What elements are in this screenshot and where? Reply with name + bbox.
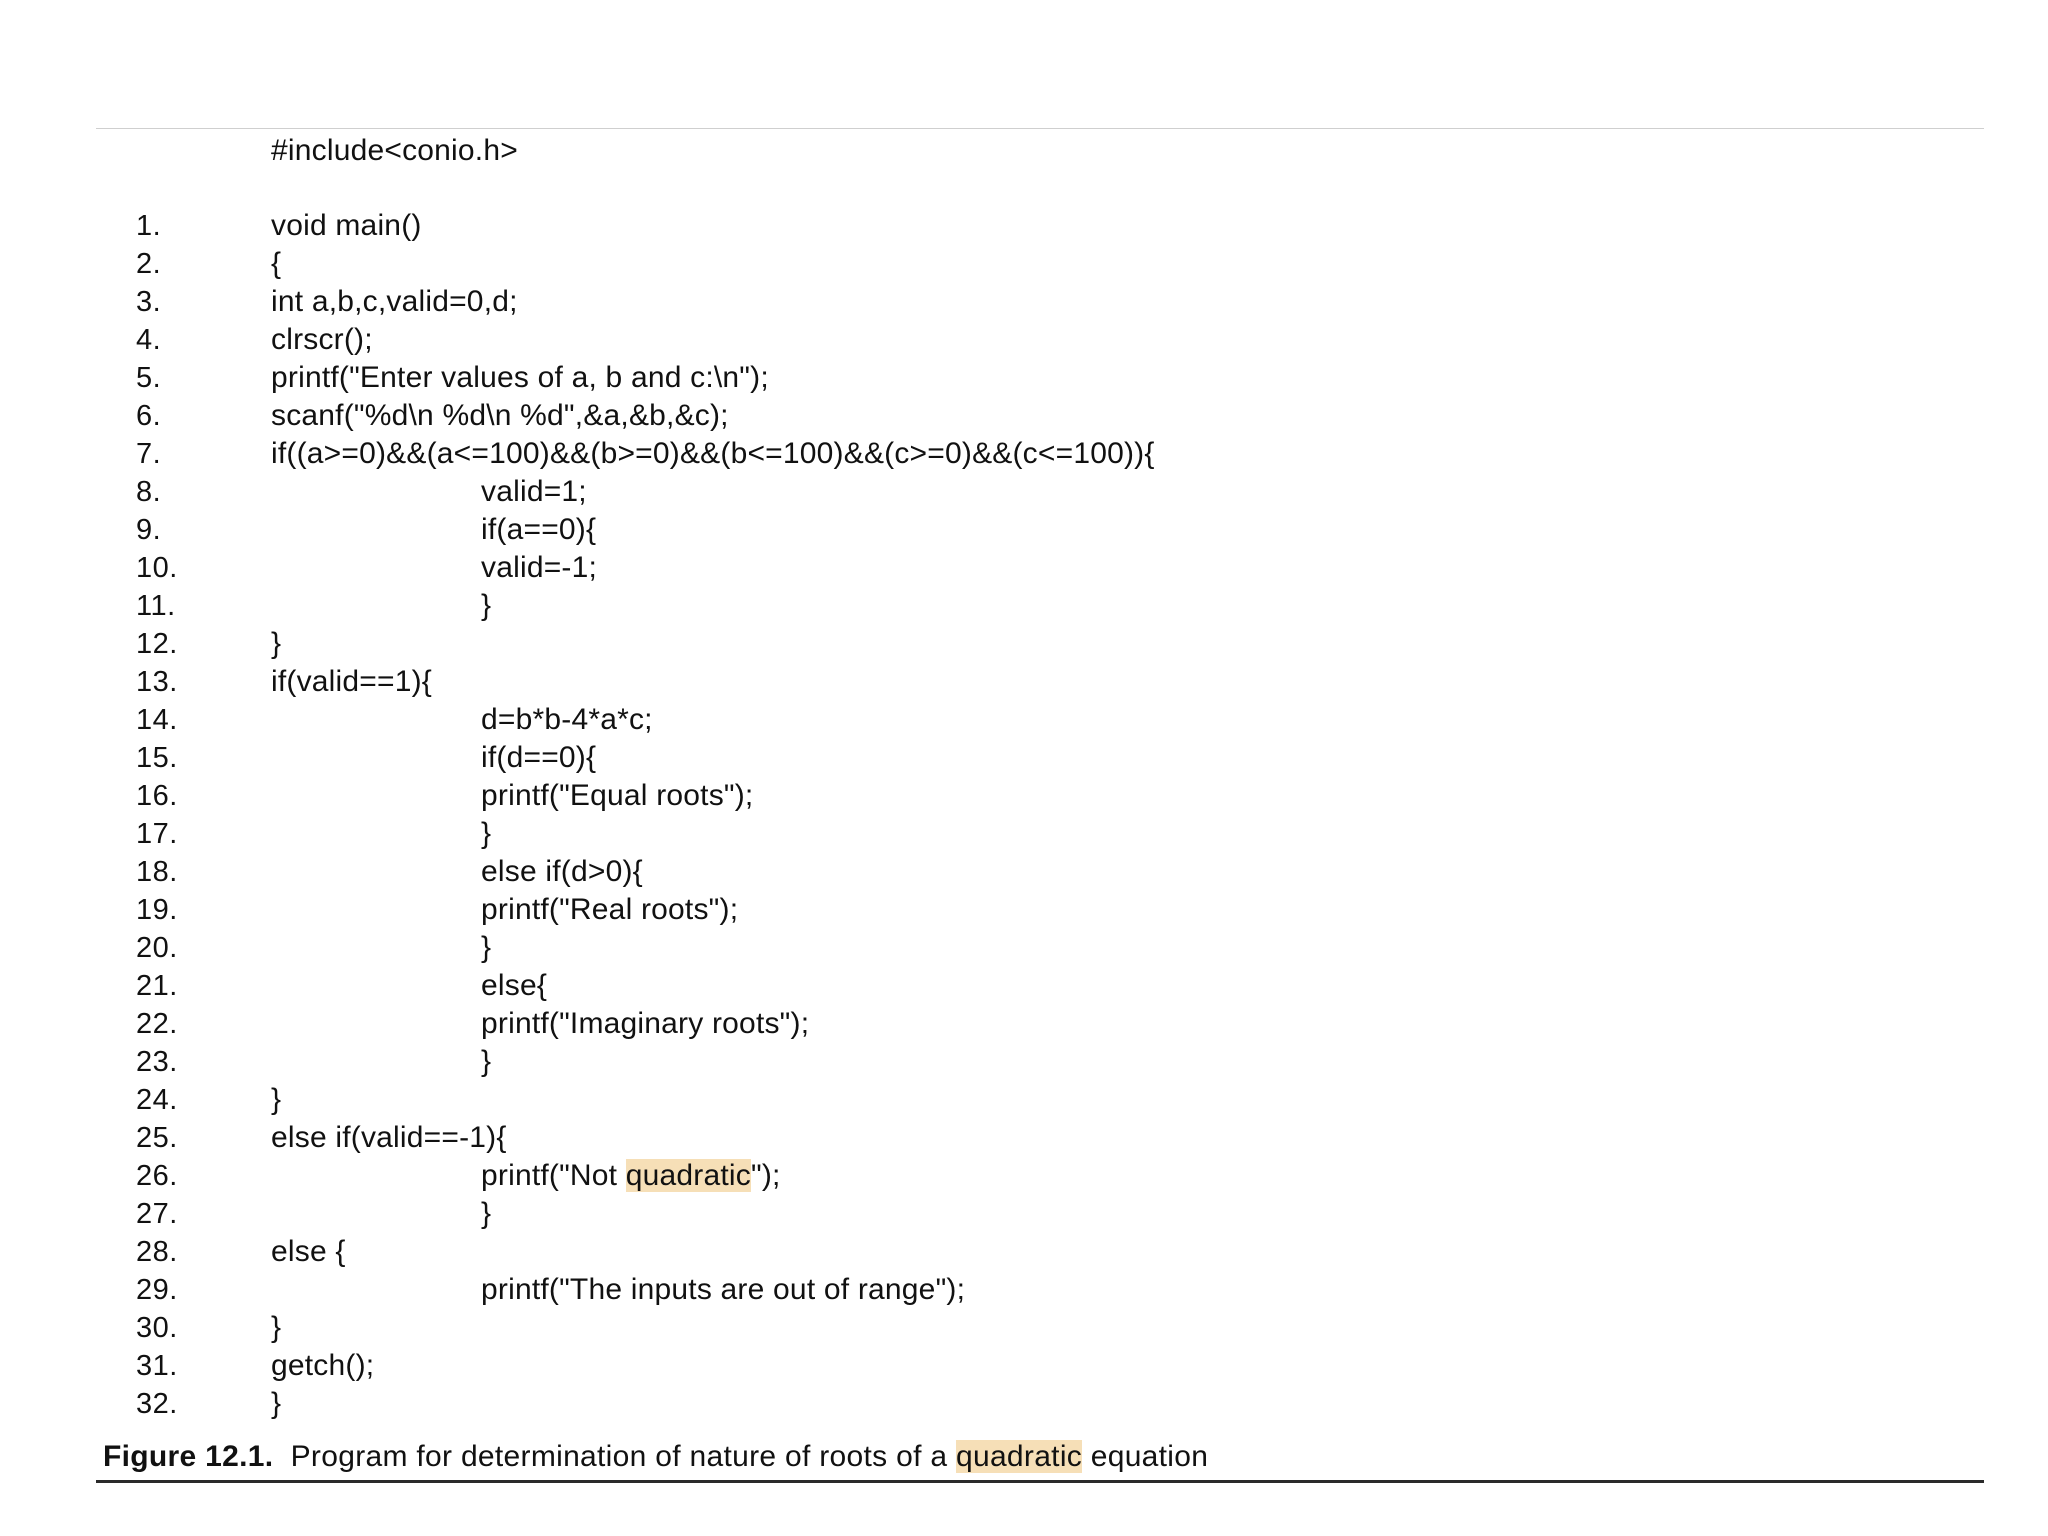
code-text-segment: int a,b,c,valid=0,d;	[271, 285, 518, 318]
code-line	[0, 625, 2048, 663]
figure-label: Figure 12.1.	[103, 1440, 274, 1473]
code-text-segment: if((a>=0)&&(a<=100)&&(b>=0)&&(b<=100)&&(c>=0)&&(c<=100)){	[271, 437, 1155, 470]
code-line	[0, 739, 2048, 777]
code-text	[271, 435, 1155, 473]
code-text	[481, 891, 738, 929]
line-number: 5.	[136, 362, 162, 394]
line-number: 21.	[136, 970, 178, 1002]
code-text	[481, 1043, 491, 1081]
line-number: 12.	[136, 628, 178, 660]
code-text-segment: }	[481, 1045, 492, 1078]
line-number: 18.	[136, 856, 178, 888]
code-line	[0, 435, 2048, 473]
code-text	[481, 815, 491, 853]
code-text-segment: }	[271, 1387, 282, 1420]
code-text	[481, 701, 653, 739]
code-text	[271, 1309, 281, 1347]
code-line	[0, 1385, 2048, 1423]
code-line	[0, 359, 2048, 397]
code-line	[0, 891, 2048, 929]
code-line	[0, 701, 2048, 739]
code-text	[481, 1271, 965, 1309]
line-number: 10.	[136, 552, 178, 584]
code-text-segment: }	[481, 1197, 492, 1230]
code-text-segment: }	[481, 589, 492, 622]
code-text-segment: scanf("%d\n %d\n %d",&a,&b,&c);	[271, 399, 729, 432]
line-number: 11.	[136, 590, 176, 622]
code-text-segment: clrscr();	[271, 323, 373, 356]
line-number: 24.	[136, 1084, 178, 1116]
code-text-segment: printf("The inputs are out of range");	[481, 1273, 966, 1306]
code-text-segment: }	[271, 1083, 282, 1116]
figure-caption	[103, 1437, 1208, 1477]
code-text-segment: if(a==0){	[481, 513, 597, 546]
code-text-segment: printf("Not	[481, 1159, 626, 1192]
code-text-segment: {	[271, 247, 282, 280]
code-text	[481, 1005, 809, 1043]
code-text	[481, 549, 597, 587]
line-number: 29.	[136, 1274, 178, 1306]
code-text	[481, 1157, 781, 1195]
code-text-segment: }	[271, 627, 282, 660]
code-text	[271, 245, 281, 283]
line-number: 13.	[136, 666, 178, 698]
line-number: 28.	[136, 1236, 178, 1268]
line-number: 8.	[136, 476, 162, 508]
code-text	[271, 625, 281, 663]
code-text	[481, 739, 596, 777]
caption-highlight: quadratic	[955, 1440, 1083, 1473]
line-number: 6.	[136, 400, 162, 432]
code-text	[481, 587, 491, 625]
code-line	[0, 853, 2048, 891]
code-text	[271, 1347, 374, 1385]
code-line	[0, 1309, 2048, 1347]
code-text-segment: void main()	[271, 209, 422, 242]
bottom-rule	[96, 1480, 1984, 1483]
line-number: 26.	[136, 1160, 178, 1192]
caption-text-pre: Program for determination of nature of roots of a	[290, 1440, 956, 1473]
line-number: 19.	[136, 894, 178, 926]
code-text	[271, 1081, 281, 1119]
include-directive: #include<conio.h>	[271, 134, 518, 167]
code-text	[271, 359, 769, 397]
code-text	[271, 1233, 346, 1271]
code-line	[0, 245, 2048, 283]
code-text	[481, 929, 491, 967]
line-number: 1.	[136, 210, 162, 242]
code-text	[271, 663, 432, 701]
code-text	[481, 1195, 491, 1233]
line-number: 4.	[136, 324, 162, 356]
code-text-segment: else {	[271, 1235, 346, 1268]
line-number: 32.	[136, 1388, 178, 1420]
line-number: 25.	[136, 1122, 178, 1154]
line-number: 23.	[136, 1046, 178, 1078]
line-number: 7.	[136, 438, 162, 470]
code-text-segment: d=b*b-4*a*c;	[481, 703, 653, 736]
code-line	[0, 1043, 2048, 1081]
code-line	[0, 1157, 2048, 1195]
code-text	[481, 511, 596, 549]
code-text-segment: else{	[481, 969, 548, 1002]
code-line	[0, 511, 2048, 549]
code-text	[271, 207, 422, 245]
code-text-segment: valid=1;	[481, 475, 587, 508]
code-line	[0, 283, 2048, 321]
top-rule	[96, 128, 1984, 129]
code-text-segment: ");	[750, 1159, 781, 1192]
code-line	[0, 967, 2048, 1005]
code-line	[0, 1271, 2048, 1309]
code-text-segment: }	[481, 931, 492, 964]
line-number: 2.	[136, 248, 162, 280]
line-number: 17.	[136, 818, 178, 850]
line-number: 22.	[136, 1008, 178, 1040]
line-number: 9.	[136, 514, 162, 546]
line-number: 20.	[136, 932, 178, 964]
code-line	[0, 397, 2048, 435]
code-text	[271, 321, 373, 359]
code-line	[0, 207, 2048, 245]
code-line	[0, 321, 2048, 359]
code-line	[0, 777, 2048, 815]
code-text-segment: getch();	[271, 1349, 375, 1382]
code-text-segment: if(valid==1){	[271, 665, 433, 698]
code-text-segment: }	[481, 817, 492, 850]
code-text	[271, 283, 518, 321]
code-line	[0, 1081, 2048, 1119]
code-line	[0, 1347, 2048, 1385]
line-number: 3.	[136, 286, 162, 318]
code-text	[481, 853, 643, 891]
line-number: 16.	[136, 780, 178, 812]
code-text-segment: }	[271, 1311, 282, 1344]
code-text	[481, 777, 753, 815]
line-number: 27.	[136, 1198, 178, 1230]
code-text-segment: printf("Imaginary roots");	[481, 1007, 810, 1040]
code-line	[0, 1195, 2048, 1233]
code-text	[271, 397, 729, 435]
code-text-segment: valid=-1;	[481, 551, 598, 584]
line-number: 31.	[136, 1350, 178, 1382]
code-line	[0, 815, 2048, 853]
code-text-segment: printf("Enter values of a, b and c:\n");	[271, 361, 769, 394]
code-line	[0, 1005, 2048, 1043]
line-number: 14.	[136, 704, 178, 736]
code-text-segment: printf("Real roots");	[481, 893, 739, 926]
code-text	[271, 1119, 507, 1157]
code-line	[0, 663, 2048, 701]
code-line	[0, 1233, 2048, 1271]
code-text-segment: if(d==0){	[481, 741, 597, 774]
code-text-segment: else if(valid==-1){	[271, 1121, 507, 1154]
code-line	[0, 473, 2048, 511]
code-line	[0, 929, 2048, 967]
code-line	[0, 587, 2048, 625]
code-line	[0, 1119, 2048, 1157]
code-text	[271, 1385, 281, 1423]
code-text	[481, 473, 587, 511]
code-line	[0, 549, 2048, 587]
code-listing	[0, 207, 2048, 1423]
code-text-segment: printf("Equal roots");	[481, 779, 754, 812]
code-text-segment: else if(d>0){	[481, 855, 643, 888]
highlighted-word: quadratic	[625, 1159, 751, 1192]
caption-text-post: equation	[1082, 1440, 1209, 1473]
line-number: 15.	[136, 742, 178, 774]
code-text	[481, 967, 547, 1005]
line-number: 30.	[136, 1312, 178, 1344]
